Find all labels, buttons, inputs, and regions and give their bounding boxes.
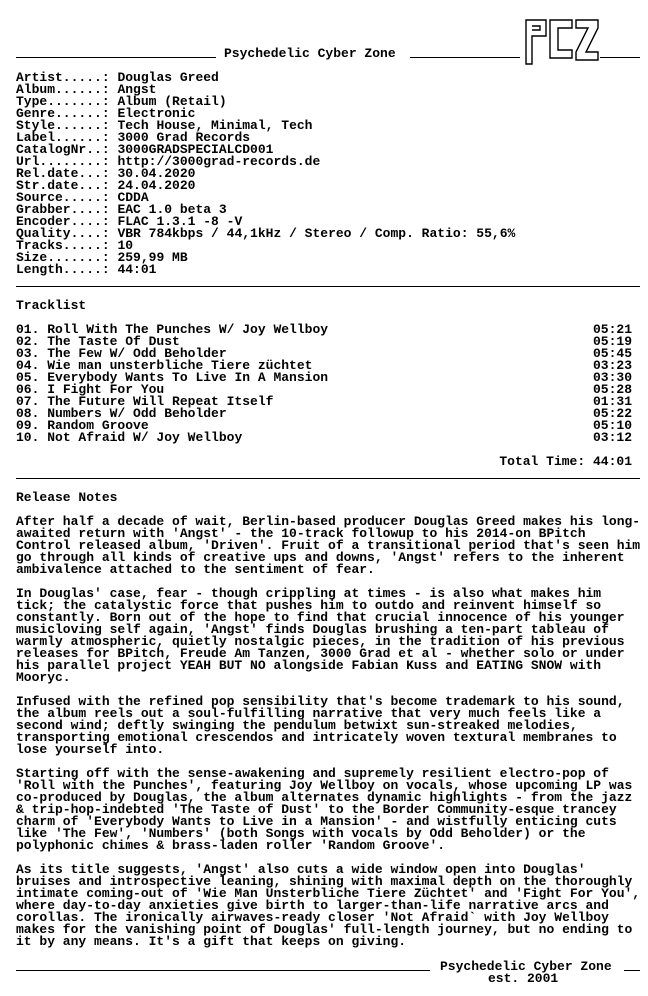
total-time	[499, 456, 632, 468]
track-duration: 05:10	[592, 418, 632, 433]
header-rule-end	[600, 57, 640, 58]
info-value: Electronic	[117, 106, 196, 121]
track-title: The Future Will Repeat Itself	[47, 394, 274, 409]
track-title: The Few W/ Odd Beholder	[47, 346, 227, 361]
info-value: 10	[117, 238, 134, 253]
track-duration: 03:23	[592, 358, 632, 373]
footer-site-title: Psychedelic Cyber Zone	[440, 959, 612, 974]
release-notes-paragraph: Infused with the refined pop sensibility that's become trademark to his sound, the album reels out a soul-fulfilling narrative that very much feels like a second wind; deftly swinging the pendulum betwixt sun-streaked melodies, transporting emotional crescendos and intricately woven textural membranes to lose yourself into.	[16, 694, 625, 757]
track-number: 06.	[16, 382, 40, 397]
header-rule-right	[410, 57, 520, 58]
info-label: Size.......:	[16, 250, 110, 265]
info-label: Encoder....:	[16, 214, 110, 229]
info-value: Angst	[117, 82, 157, 97]
footer-rule-left	[16, 970, 430, 971]
info-label: Genre......:	[16, 106, 110, 121]
header-rule-left	[16, 57, 216, 58]
track-number: 05.	[16, 370, 40, 385]
tracklist	[16, 324, 632, 444]
release-notes-paragraph: Starting off with the sense-awakening and supremely resilient electro-pop of 'Roll with the Punches', featuring Joy Wellboy on vocals, whose upcoming LP was co-produced by Douglas, the album alternates dynamic highlights - from the jazz & trip-hop-indebted 'The Taste of Dust' to the Border Community-esque trancey charm of 'Everybody Wants to Live in a Mansion' - and wistfully enticing cuts like 'The Few', 'Numbers' (both Songs with vocals by Odd Beholder) or the polyphonic chimes & brass-laden roller 'Random Groove'.	[16, 766, 633, 853]
tracklist-title: Tracklist	[16, 298, 87, 313]
release-notes-paragraph: As its title suggests, 'Angst' also cuts a wide window open into Douglas' bruises and introspective leaning, shining with maximal depth on the thoroughly intimate coming-out of 'Wie Man Unsterbliche Tiere Züchtet' and 'Fight For You', where day-to-day anxieties give birth to larger-than-life narrative arcs and corollas. The ironically airwaves-ready closer 'Not Afraid` with Joy Wellboy makes for the vanishing point of Douglas' full-length journey, but no ending to it by any means. It's a gift that keeps on giving.	[16, 862, 641, 949]
track-duration: 01:31	[592, 394, 632, 409]
track-number: 01.	[16, 322, 40, 337]
info-label: Label......:	[16, 130, 110, 145]
divider	[16, 286, 640, 287]
info-label: Type.......:	[16, 94, 110, 109]
track-duration: 03:12	[592, 430, 632, 445]
info-label: Length.....:	[16, 262, 110, 277]
info-value: 44:01	[117, 262, 157, 277]
track-row	[16, 432, 632, 444]
info-value: 3000GRADSPECIALCD001	[117, 142, 274, 157]
info-label: Quality....:	[16, 226, 110, 241]
release-notes-paragraph: After half a decade of wait, Berlin-based producer Douglas Greed makes his long-awaited return with 'Angst' - the 10-track followup to his 2014-on BPitch Control released album, 'Driven'. Fruit of a transitional period that's seen him go through all kinds of creative ups and downs, 'Angst' refers to the inherent ambivalence attached to the sentiment of fear.	[16, 514, 641, 577]
info-label: Style......:	[16, 118, 110, 133]
release-notes-title: Release Notes	[16, 490, 118, 505]
track-title: Roll With The Punches W/ Joy Wellboy	[47, 322, 329, 337]
track-duration: 05:22	[592, 406, 632, 421]
track-number: 04.	[16, 358, 40, 373]
track-title: Numbers W/ Odd Beholder	[47, 406, 227, 421]
info-label: Tracks.....:	[16, 238, 110, 253]
info-label: Artist.....:	[16, 70, 110, 85]
release-info	[16, 72, 515, 276]
info-value: FLAC 1.3.1 -8 -V	[117, 214, 243, 229]
info-label: Rel.date...:	[16, 166, 110, 181]
page-header	[16, 14, 640, 70]
info-value: Album (Retail)	[117, 94, 227, 109]
divider	[16, 478, 640, 479]
info-value: http://3000grad-records.de	[117, 154, 321, 169]
info-value: 30.04.2020	[117, 166, 196, 181]
info-label: Album......:	[16, 82, 110, 97]
track-duration: 03:30	[592, 370, 632, 385]
track-number: 03.	[16, 346, 40, 361]
track-title: Random Groove	[47, 418, 149, 433]
track-duration: 05:28	[592, 382, 632, 397]
track-title: The Taste Of Dust	[47, 334, 180, 349]
track-title: Wie man unsterbliche Tiere züchtet	[47, 358, 313, 373]
track-number: 02.	[16, 334, 40, 349]
track-duration: 05:45	[592, 346, 632, 361]
info-value: 3000 Grad Records	[117, 130, 251, 145]
info-value: VBR 784kbps / 44,1kHz / Stereo / Comp. Ratio: 55,6%	[117, 226, 516, 241]
track-title: Everybody Wants To Live In A Mansion	[47, 370, 329, 385]
info-label: Grabber....:	[16, 202, 110, 217]
info-row	[16, 264, 515, 276]
track-number: 09.	[16, 418, 40, 433]
track-number: 07.	[16, 394, 40, 409]
info-label: Source.....:	[16, 190, 110, 205]
info-label: CatalogNr..:	[16, 142, 110, 157]
release-notes-paragraph: In Douglas' case, fear - though crippling at times - is also what makes him tick; the catalystic force that pushes him to outdo and reinvent himself so constantly. Born out of the hope to find that crucial innocence of his younger musicloving self again, 'Angst' finds Douglas brushing a ten-part tableau of warmly atmospheric, quietly nostalgic pieces, in the tradition of his previous releases for BPitch, Freude Am Tanzen, 3000 Grad et al - whether solo or under his parallel project YEAH BUT NO alongside Fabian Kuss and EATING SNOW with Mooryc.	[16, 586, 625, 685]
footer-rule-right	[624, 970, 640, 971]
info-value: Tech House, Minimal, Tech	[117, 118, 313, 133]
track-duration: 05:21	[592, 322, 632, 337]
track-title: I Fight For You	[47, 382, 165, 397]
page-footer	[16, 958, 640, 988]
footer-established: est. 2001	[488, 971, 559, 986]
release-notes	[16, 516, 642, 960]
track-duration: 05:19	[592, 334, 632, 349]
info-label: Str.date...:	[16, 178, 110, 193]
info-value: EAC 1.0 beta 3	[117, 202, 227, 217]
total-time-label: Total Time:	[499, 454, 586, 469]
info-value: Douglas Greed	[117, 70, 219, 85]
header-site-title: Psychedelic Cyber Zone	[224, 46, 396, 61]
pcz-logo-icon	[522, 16, 600, 66]
info-label: Url........:	[16, 154, 110, 169]
track-title: Not Afraid W/ Joy Wellboy	[47, 430, 243, 445]
info-value: 24.04.2020	[117, 178, 196, 193]
info-value: 259,99 MB	[117, 250, 188, 265]
total-time-value: 44:01	[592, 454, 632, 469]
track-number: 08.	[16, 406, 40, 421]
track-number: 10.	[16, 430, 40, 445]
info-value: CDDA	[117, 190, 149, 205]
